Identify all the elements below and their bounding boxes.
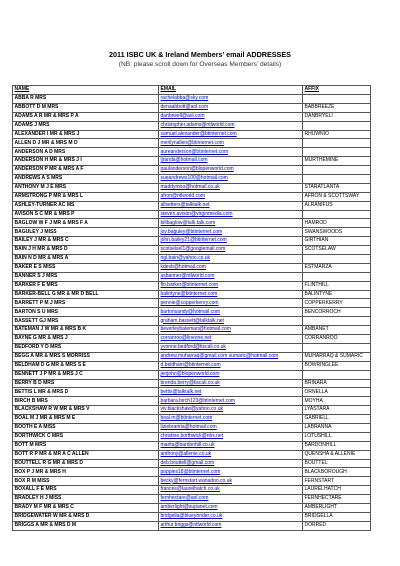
member-name-cell: BANNER S J MRS <box>13 272 159 281</box>
table-row <box>13 130 371 139</box>
affix-column-header: AFFIX <box>303 86 371 95</box>
member-email-link[interactable]: d.beldham@btinternet.com <box>159 361 303 370</box>
member-name-cell: ANDERSON A D MRS <box>13 148 159 157</box>
member-name-cell: ADAMS A R MR & MRS P A <box>13 112 159 121</box>
table-row <box>13 95 371 104</box>
member-name-cell: BOX R M MISS <box>13 477 159 486</box>
member-name-cell: BAGULEY J MISS <box>13 228 159 237</box>
table-row <box>13 192 371 201</box>
member-affix-cell <box>303 210 371 219</box>
member-email-link[interactable]: steven.avison@virginmedia.com <box>159 210 303 219</box>
member-affix-cell: QUENSHA & ALLENIE <box>303 450 371 459</box>
member-email-link[interactable]: bartonsandy@hotmail.com <box>159 308 303 317</box>
member-name-cell: BLACKSHAW R W MR & MRS V <box>13 406 159 415</box>
member-name-cell: BEGG A MR & MRS S MORRISS <box>13 352 159 361</box>
member-email-link[interactable]: billbaglow@talk.talk.com <box>159 219 303 228</box>
table-row <box>13 272 371 281</box>
member-name-cell: BAKER E S MISS <box>13 263 159 272</box>
member-name-cell: BEDFORD Y D MRS <box>13 343 159 352</box>
member-email-link[interactable]: john.bailey21@btinternet.com <box>159 237 303 246</box>
table-row <box>13 317 371 326</box>
member-name-cell: ALLEN D J MR & MRS M D <box>13 139 159 148</box>
member-affix-cell: LYASTARA <box>303 406 371 415</box>
member-email-link[interactable]: brenda.berry@tiscali.co.uk <box>159 379 303 388</box>
member-email-link[interactable]: rachelabba@sky.com <box>159 95 303 104</box>
table-header-row <box>13 86 371 95</box>
name-column-header: NAME <box>13 86 159 95</box>
table-row <box>13 415 371 424</box>
member-name-cell: ANTHONY M J E MRS <box>13 183 159 192</box>
member-email-link[interactable]: barbara.birch123@btinternet.com <box>159 397 303 406</box>
member-email-link[interactable]: jenjohn@blopenworld.com <box>159 370 303 379</box>
table-row <box>13 308 371 317</box>
member-email-link[interactable]: yvonne.bedford@tiscali.co.uk <box>159 343 303 352</box>
member-email-link[interactable]: christopher.adams@ntlworld.com <box>159 121 303 130</box>
member-name-cell: ADAMS J MRS <box>13 121 159 130</box>
member-affix-cell: BOUTTEL <box>303 459 371 468</box>
member-email-link[interactable]: asbanner@ntlworld.com <box>159 272 303 281</box>
member-email-link[interactable]: fernhectare@aol.com <box>159 495 303 504</box>
member-affix-cell: BRIDGELLA <box>303 512 371 521</box>
member-email-link[interactable]: merilynallen@btinternet.com <box>159 139 303 148</box>
table-row <box>13 477 371 486</box>
table-row <box>13 157 371 166</box>
table-row <box>13 441 371 450</box>
member-affix-cell: BOWRINGLEE <box>303 361 371 370</box>
table-row <box>13 210 371 219</box>
member-email-link[interactable]: bridgella@blueyonder.co.uk <box>159 512 303 521</box>
member-name-cell: ARMSTRONG P MR & MRS L <box>13 192 159 201</box>
member-name-cell: ASHLEY-TURNER AC MS <box>13 201 159 210</box>
member-email-link[interactable]: paulanderson@blopenworld.com <box>159 166 303 175</box>
member-email-link[interactable]: bettis@talktalk.net <box>159 388 303 397</box>
member-affix-cell: GABRIELL <box>303 415 371 424</box>
members-table <box>12 85 371 531</box>
member-email-link[interactable]: deb.bouttell@gmail.com <box>159 459 303 468</box>
member-email-link[interactable]: arthur.briggs@ntlworld.com <box>159 521 303 530</box>
table-row <box>13 406 371 415</box>
member-affix-cell: LOTUSHILL <box>303 432 371 441</box>
member-email-link[interactable]: afron@ntlworld.com <box>159 192 303 201</box>
member-name-cell: BOAL M J MR & MRS M E <box>13 415 159 424</box>
member-name-cell: BAIN N D MR & MRS A <box>13 255 159 264</box>
member-email-link[interactable]: pennie@copperkenry.com <box>159 299 303 308</box>
member-name-cell: BAIN J H MR & MRS D <box>13 246 159 255</box>
member-affix-cell <box>303 255 371 264</box>
members-table-body <box>13 95 371 531</box>
table-row <box>13 201 371 210</box>
member-affix-cell: MOYHA <box>303 397 371 406</box>
member-affix-cell: GIRTHIAN <box>303 237 371 246</box>
member-name-cell: BARKER F E MRS <box>13 281 159 290</box>
member-affix-cell <box>303 317 371 326</box>
table-row <box>13 255 371 264</box>
table-row <box>13 139 371 148</box>
member-name-cell: BOTT M MRS <box>13 441 159 450</box>
member-affix-cell: AMBANET <box>303 326 371 335</box>
member-email-link[interactable]: ngl.bain@yahoo.co.uk <box>159 255 303 264</box>
member-email-link[interactable]: amberlight@supanet.com <box>159 503 303 512</box>
table-row <box>13 299 371 308</box>
table-row <box>13 121 371 130</box>
member-affix-cell <box>303 343 371 352</box>
table-row <box>13 352 371 361</box>
table-row <box>13 370 371 379</box>
table-row <box>13 175 371 184</box>
member-name-cell: BAGLOW W F J MR & MRS F A <box>13 219 159 228</box>
member-name-cell: BRADY M F MR & MRS C <box>13 503 159 512</box>
table-row <box>13 495 371 504</box>
table-row <box>13 388 371 397</box>
table-row <box>13 450 371 459</box>
member-affix-cell <box>303 166 371 175</box>
member-email-link[interactable]: samuel.alexander@btinternet.com <box>159 130 303 139</box>
table-row <box>13 335 371 344</box>
member-affix-cell: COPPERKERRY <box>303 299 371 308</box>
member-affix-cell: SCOTSELAW <box>303 246 371 255</box>
member-affix-cell: LAURELHATCH <box>303 486 371 495</box>
member-name-cell: BOX P J MR & MRS H <box>13 468 159 477</box>
table-row <box>13 486 371 495</box>
table-row <box>13 112 371 121</box>
member-name-cell: BIRCH B MRS <box>13 397 159 406</box>
member-affix-cell: BENCORROCH <box>303 308 371 317</box>
table-row <box>13 246 371 255</box>
member-affix-cell: MUHARRAQ & SUMARIC <box>303 352 371 361</box>
member-name-cell: BORTHWICK C MRS <box>13 432 159 441</box>
member-affix-cell: ORNELLA <box>303 388 371 397</box>
member-email-link[interactable]: andrew.muharraq@gmail.com sumaric@hotmail.com <box>159 352 303 361</box>
member-email-link[interactable]: viv.blackshaw@yahoo.co.uk <box>159 406 303 415</box>
member-email-link[interactable]: flo.barker@btinternet.com <box>159 281 303 290</box>
member-email-link[interactable]: poppies18@btinternet.com <box>159 468 303 477</box>
member-email-link[interactable]: boal.m@btinternet.com <box>159 415 303 424</box>
member-email-link[interactable]: kdesb@hotmail.com <box>159 263 303 272</box>
member-name-cell: BRIDGEWATER W MR & MRS D <box>13 512 159 521</box>
member-email-link[interactable]: maddymoo@hotmail.co.uk <box>159 183 303 192</box>
member-affix-cell: ESTMARZA <box>303 263 371 272</box>
member-affix-cell: AMBERLIGHT <box>303 503 371 512</box>
member-name-cell: BOTT R P MR & MR A C ALLEN <box>13 450 159 459</box>
table-row <box>13 103 371 112</box>
member-affix-cell: BARDONHILL <box>303 441 371 450</box>
member-affix-cell: MURTHEMINE <box>303 157 371 166</box>
member-affix-cell <box>303 148 371 157</box>
table-row <box>13 361 371 370</box>
table-row <box>13 263 371 272</box>
member-affix-cell: BLACKBOROUGH <box>303 468 371 477</box>
table-row <box>13 219 371 228</box>
member-name-cell: BERRY B D MRS <box>13 379 159 388</box>
member-affix-cell: HAMROD <box>303 219 371 228</box>
member-email-link[interactable]: liziebranna@hotmail.com <box>159 423 303 432</box>
member-affix-cell: CORRANROO <box>303 335 371 344</box>
table-row <box>13 468 371 477</box>
member-name-cell: BARKER-BELL G MR & MR D BELL <box>13 290 159 299</box>
table-row <box>13 290 371 299</box>
member-name-cell: ANDERSON H MR & MRS J I <box>13 157 159 166</box>
member-affix-cell: SWANSWOODS <box>303 228 371 237</box>
table-row <box>13 166 371 175</box>
member-name-cell: BASSETT GJ MRS <box>13 317 159 326</box>
member-email-link[interactable]: balintyne@btinternet.com <box>159 290 303 299</box>
member-email-link[interactable]: beverleybateman@hotmail.com <box>159 326 303 335</box>
table-row <box>13 228 371 237</box>
member-email-link[interactable]: christine.borthwick@nhs.net <box>159 432 303 441</box>
member-email-link[interactable]: aureanderson@btinternet.com <box>159 148 303 157</box>
member-name-cell: ANDREWS A S MRS <box>13 175 159 184</box>
member-affix-cell: STARATLANTA <box>303 183 371 192</box>
member-affix-cell: AFRON & SCOTTSWAY <box>303 192 371 201</box>
member-email-link[interactable]: joy.baguley@btinternet.com <box>159 228 303 237</box>
table-row <box>13 326 371 335</box>
member-email-link[interactable]: sueandrews100@hotmail.com <box>159 175 303 184</box>
member-name-cell: AVISON S C MR & MRS P <box>13 210 159 219</box>
member-email-link[interactable]: anthony@allenie.co.uk <box>159 450 303 459</box>
member-name-cell: ABBA R MRS <box>13 95 159 104</box>
member-affix-cell: DANBRYELI <box>303 112 371 121</box>
table-row <box>13 237 371 246</box>
email-column-header: EMAIL <box>159 86 303 95</box>
table-row <box>13 512 371 521</box>
member-affix-cell: BALINTYNE <box>303 290 371 299</box>
member-affix-cell: ALRANIFUS <box>303 201 371 210</box>
document-title: 2011 ISBC UK & Ireland Members’ email ADDRESSES <box>109 50 291 59</box>
table-row <box>13 148 371 157</box>
member-email-link[interactable]: becky@fernstart.wanadoo.co.uk <box>159 477 303 486</box>
member-name-cell: ANDERSON P MR & MRS A F <box>13 166 159 175</box>
member-affix-cell <box>303 370 371 379</box>
member-affix-cell <box>303 175 371 184</box>
member-affix-cell: DORRED <box>303 521 371 530</box>
member-name-cell: BRADLEY H J MISS <box>13 495 159 504</box>
table-row <box>13 379 371 388</box>
member-affix-cell: FLINTHILL <box>303 281 371 290</box>
member-affix-cell <box>303 272 371 281</box>
member-name-cell: BENNETT J P MR & MRS J C <box>13 370 159 379</box>
member-affix-cell: RHUWNIO <box>303 130 371 139</box>
member-name-cell: BETTIS L MR & MRS D <box>13 388 159 397</box>
member-affix-cell <box>303 121 371 130</box>
member-name-cell: BOOTH E A MISS <box>13 423 159 432</box>
member-name-cell: BOUTTELL R G MR & MRS D <box>13 459 159 468</box>
member-name-cell: BARTON S U MRS <box>13 308 159 317</box>
member-email-link[interactable]: denaabbott@aol.com <box>159 103 303 112</box>
member-email-link[interactable]: scotselsel1@googlemail.com <box>159 246 303 255</box>
table-row <box>13 343 371 352</box>
member-affix-cell: LABRANNA <box>303 423 371 432</box>
member-affix-cell: FERNHECTARE <box>303 495 371 504</box>
table-row <box>13 459 371 468</box>
document-subtitle: (NB: please scroll down for Overseas Members’ details) <box>118 61 282 68</box>
member-name-cell: BAYNE G MR & MRS J <box>13 335 159 344</box>
table-row <box>13 521 371 530</box>
member-affix-cell <box>303 139 371 148</box>
member-affix-cell: BABBREEZE <box>303 103 371 112</box>
member-affix-cell: FERNSTART <box>303 477 371 486</box>
member-email-link[interactable]: corranroo@lineone.net <box>159 335 303 344</box>
table-row <box>13 503 371 512</box>
member-email-link[interactable]: ijranda@hotmail.com <box>159 157 303 166</box>
member-email-link[interactable]: marita@bardonhill.co.uk <box>159 441 303 450</box>
member-name-cell: BELDHAM D G MR & MRS S E <box>13 361 159 370</box>
member-name-cell: BOXALL F E MRS <box>13 486 159 495</box>
table-row <box>13 432 371 441</box>
table-row <box>13 281 371 290</box>
member-email-link[interactable]: graham.bassett@talktalk.net <box>159 317 303 326</box>
member-name-cell: BAILEY J MR & MRS C <box>13 237 159 246</box>
table-row <box>13 183 371 192</box>
member-name-cell: BRIGGS A MR & MRS D M <box>13 521 159 530</box>
member-email-link[interactable]: danbrwell@aol.com <box>159 112 303 121</box>
member-name-cell: BATEMAN J W MR & MRS B K <box>13 326 159 335</box>
member-email-link[interactable]: allsetters@talktalk.net <box>159 201 303 210</box>
member-affix-cell <box>303 95 371 104</box>
member-name-cell: ALEXANDER I MR & MRS J <box>13 130 159 139</box>
member-email-link[interactable]: frances@laurelhatch.co.uk <box>159 486 303 495</box>
table-row <box>13 397 371 406</box>
member-name-cell: ABBOTT D M MRS <box>13 103 159 112</box>
member-name-cell: BARRETT P M J MRS <box>13 299 159 308</box>
table-row <box>13 423 371 432</box>
member-affix-cell: BRINARA <box>303 379 371 388</box>
